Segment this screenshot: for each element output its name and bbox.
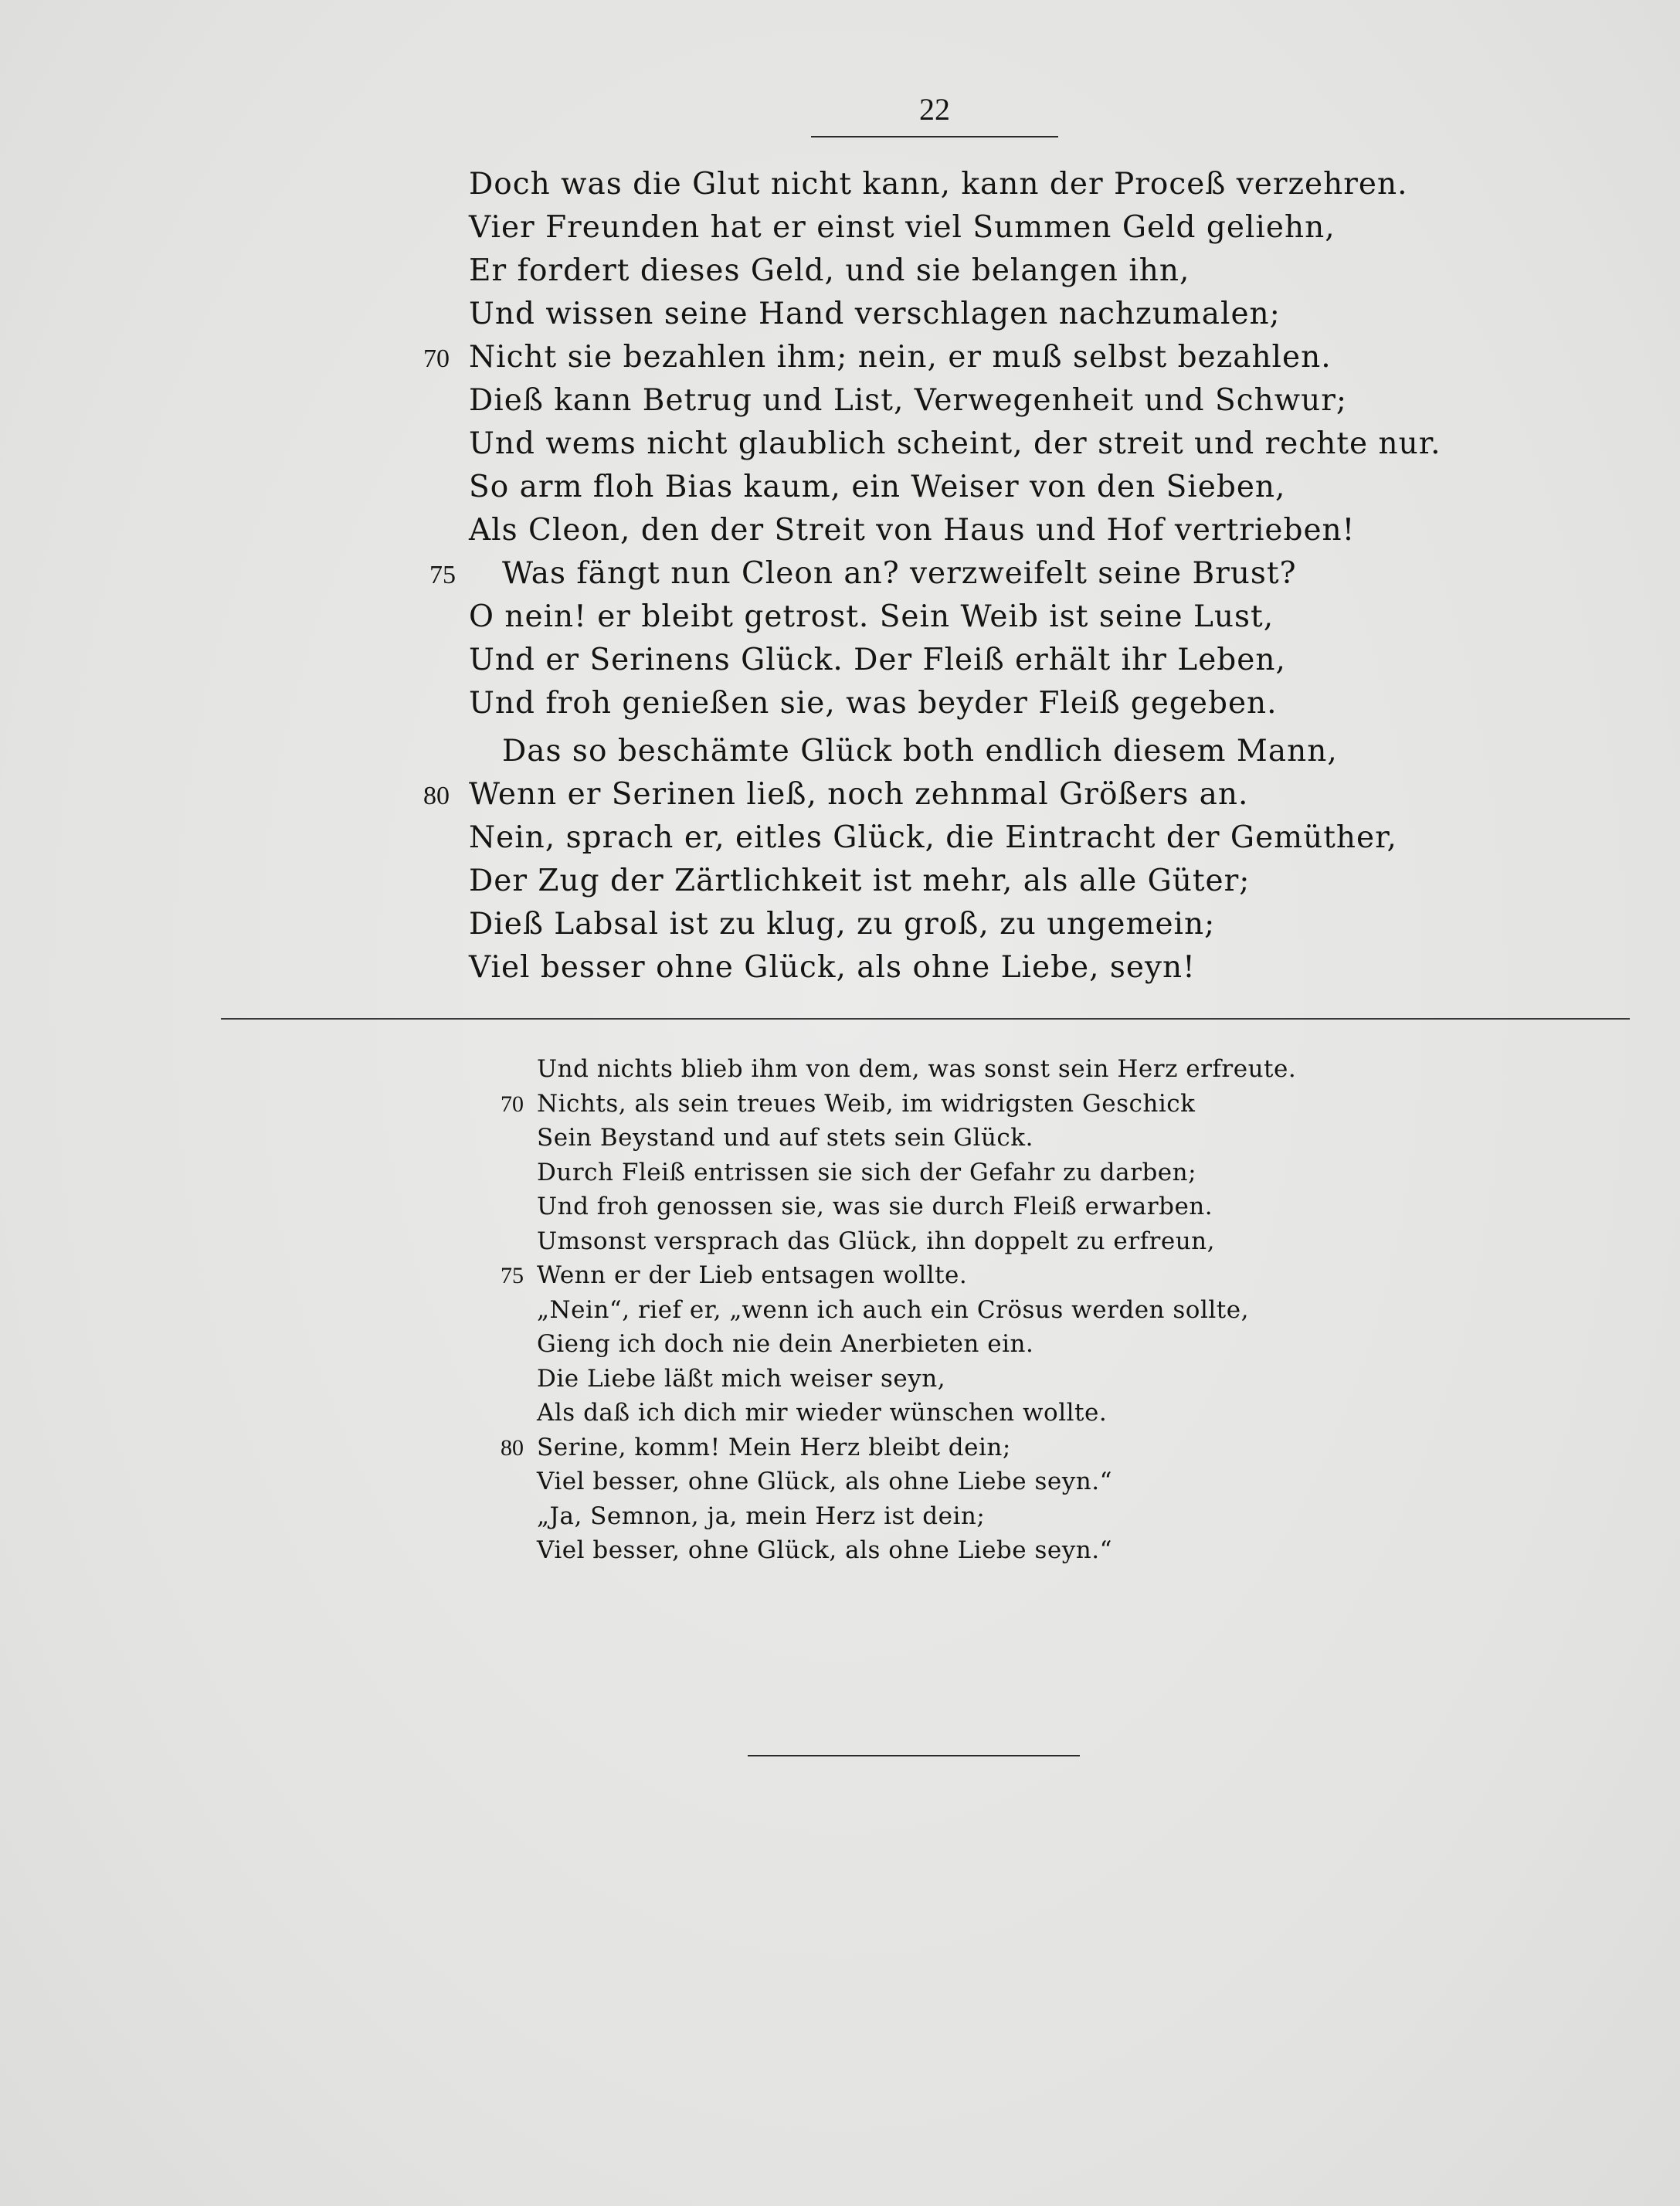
verse-line: Dieß kann Betrug und List, Verwegenheit und Schwur; (469, 383, 1348, 418)
verse-line: Und wems nicht glaublich scheint, der streit und rechte nur. (469, 426, 1441, 461)
verse-line: Dieß Labsal ist zu klug, zu groß, zu ungemein; (469, 907, 1216, 942)
variant-line: Als daß ich dich mir wieder wünschen wollte. (537, 1399, 1108, 1427)
variant-line: „Nein“, rief er, „wenn ich auch ein Crösus werden sollte, (537, 1296, 1249, 1324)
variant-line: Umsonst versprach das Glück, ihn doppelt zu erfreun, (537, 1227, 1215, 1255)
footer-rule (748, 1755, 1080, 1756)
verse-line: Er fordert dieses Geld, und sie belangen ihn, (469, 253, 1190, 288)
line-number: 70 (423, 344, 450, 373)
variant-line: Viel besser, ohne Glück, als ohne Liebe seyn.“ (537, 1468, 1112, 1495)
verse-line: O nein! er bleibt getrost. Sein Weib ist seine Lust, (469, 599, 1274, 634)
verse-line: So arm floh Bias kaum, ein Weiser von den Sieben, (469, 470, 1286, 504)
variant-line: Und nichts blieb ihm von dem, was sonst sein Herz erfreute. (537, 1055, 1297, 1083)
section-divider (221, 1018, 1630, 1020)
header-rule (811, 136, 1058, 137)
variant-line: Und froh genossen sie, was sie durch Fleiß erwarben. (537, 1193, 1213, 1220)
verse-line: Nicht sie bezahlen ihm; nein, er muß selbst bezahlen. (469, 340, 1332, 375)
verse-line: Und froh genießen sie, was beyder Fleiß gegeben. (469, 686, 1278, 721)
verse-line: Als Cleon, den der Streit von Haus und Hof vertrieben! (469, 513, 1356, 548)
verse-line: Das so beschämte Glück both endlich diesem Mann, (502, 734, 1338, 769)
variant-line: Die Liebe läßt mich weiser seyn, (537, 1365, 946, 1393)
variant-line-number: 80 (501, 1435, 524, 1461)
verse-line: Vier Freunden hat er einst viel Summen Geld geliehn, (469, 210, 1336, 245)
variant-line-number: 75 (501, 1263, 524, 1288)
variant-line: Gieng ich doch nie dein Anerbieten ein. (537, 1330, 1034, 1358)
verse-line: Was fängt nun Cleon an? verzweifelt seine Brust? (502, 556, 1297, 591)
page-number: 22 (919, 92, 950, 127)
line-number: 80 (423, 782, 450, 810)
line-number: 75 (429, 561, 456, 589)
variant-line: Serine, komm! Mein Herz bleibt dein; (537, 1434, 1011, 1461)
variant-line: Durch Fleiß entrissen sie sich der Gefahr zu darben; (537, 1159, 1197, 1186)
verse-line: Nein, sprach er, eitles Glück, die Eintracht der Gemüther, (469, 820, 1397, 855)
variant-line: Sein Beystand und auf stets sein Glück. (537, 1124, 1033, 1152)
variant-line: Viel besser, ohne Glück, als ohne Liebe seyn.“ (537, 1536, 1112, 1564)
verse-line: Der Zug der Zärtlichkeit ist mehr, als alle Güter; (469, 864, 1251, 898)
verse-line: Viel besser ohne Glück, als ohne Liebe, seyn! (469, 950, 1196, 985)
variant-line: Wenn er der Lieb entsagen wollte. (537, 1261, 968, 1289)
verse-line: Wenn er Serinen ließ, noch zehnmal Größers an. (469, 777, 1249, 812)
variant-line: Nichts, als sein treues Weib, im widrigsten Geschick (537, 1090, 1196, 1118)
variant-line-number: 70 (501, 1091, 524, 1117)
verse-line: Doch was die Glut nicht kann, kann der Proceß verzehren. (469, 167, 1408, 202)
variant-line: „Ja, Semnon, ja, mein Herz ist dein; (537, 1502, 986, 1530)
verse-line: Und wissen seine Hand verschlagen nachzumalen; (469, 297, 1281, 331)
verse-line: Und er Serinens Glück. Der Fleiß erhält ihr Leben, (469, 643, 1286, 677)
